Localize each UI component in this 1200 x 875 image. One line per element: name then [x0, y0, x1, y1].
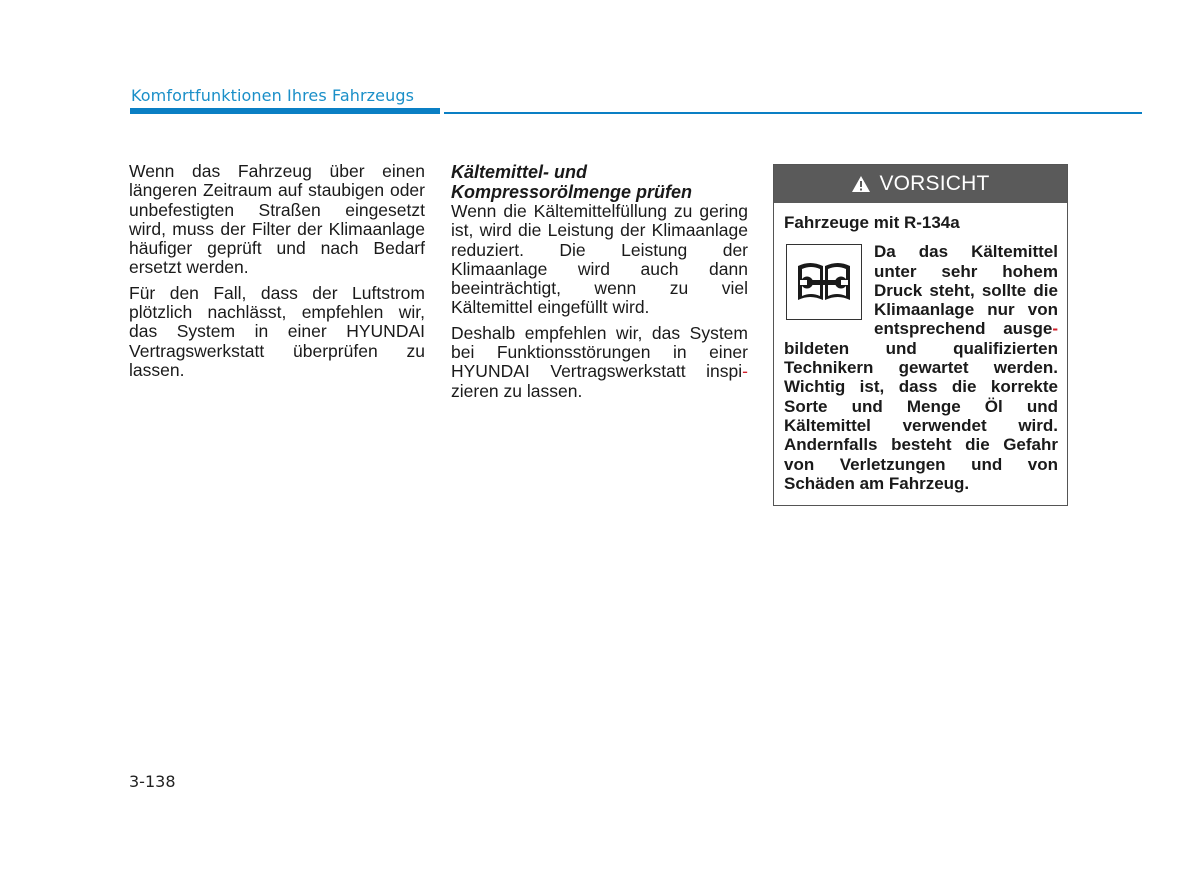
warning-triangle-icon: [851, 175, 871, 193]
caution-text: Da das Kältemittel unter sehr hohem Druck steht, sollte die Klimaanlage nur von entsprechend ausge-bildeten und qualifizierten Technikern gewartet werden. Wichtig ist, dass die korrekte Sorte und Menge Öl und Kältemittel verwendet wird. Andernfalls besteht die Gefahr von Verletzungen und von Schäden am Fahrzeug.: [784, 242, 1058, 493]
caution-subheading: Fahrzeuge mit R-134a: [784, 213, 960, 232]
text-column-2: [451, 162, 748, 407]
hyphen-mark: -: [742, 361, 748, 382]
paragraph-airflow: Für den Fall, dass der Luftstrom plötzlich nachlässt, empfehlen wir, das System in einer HYUNDAI Vertragswerkstatt überprüfen zu lassen.: [129, 282, 425, 380]
caution-title: VORSICHT: [879, 172, 990, 195]
text-column-1: [129, 162, 425, 386]
service-manual-wrench-icon: [786, 244, 862, 320]
refrigerant-heading: Kältemittel- und Kompressorölmenge prüfen: [451, 162, 693, 202]
paragraph-filter-check: Wenn das Fahrzeug über einen längeren Zeitraum auf staubigen oder unbefestigten Straßen eingesetzt wird, muss der Filter der Klimaanlage häufiger geprüft und nach Bedarf ersetzt werden.: [129, 161, 425, 278]
caution-box: [773, 164, 1068, 506]
paragraph-refrigerant-level: Wenn die Kältemittelfüllung zu gering ist, wird die Leistung der Klimaanlage reduziert. Die Leistung der Klimaanlage wird auch dann beeinträchtigt, wenn zu viel Kältemittel eingefüllt wird.: [451, 201, 748, 318]
hyphen-mark: -: [1052, 319, 1058, 339]
section-title-underline: [130, 108, 440, 114]
page-number: 3-138: [129, 772, 176, 791]
paragraph-workshop-recommendation: Deshalb empfehlen wir, das System bei Funktionsstörungen in einer HYUNDAI Vertragswerkstatt inspi-zieren zu lassen.: [451, 322, 748, 401]
caution-body: [774, 203, 1067, 493]
caution-header: [774, 165, 1067, 203]
section-title: Komfortfunktionen Ihres Fahrzeugs: [131, 86, 415, 105]
header-rule: [444, 112, 1142, 114]
